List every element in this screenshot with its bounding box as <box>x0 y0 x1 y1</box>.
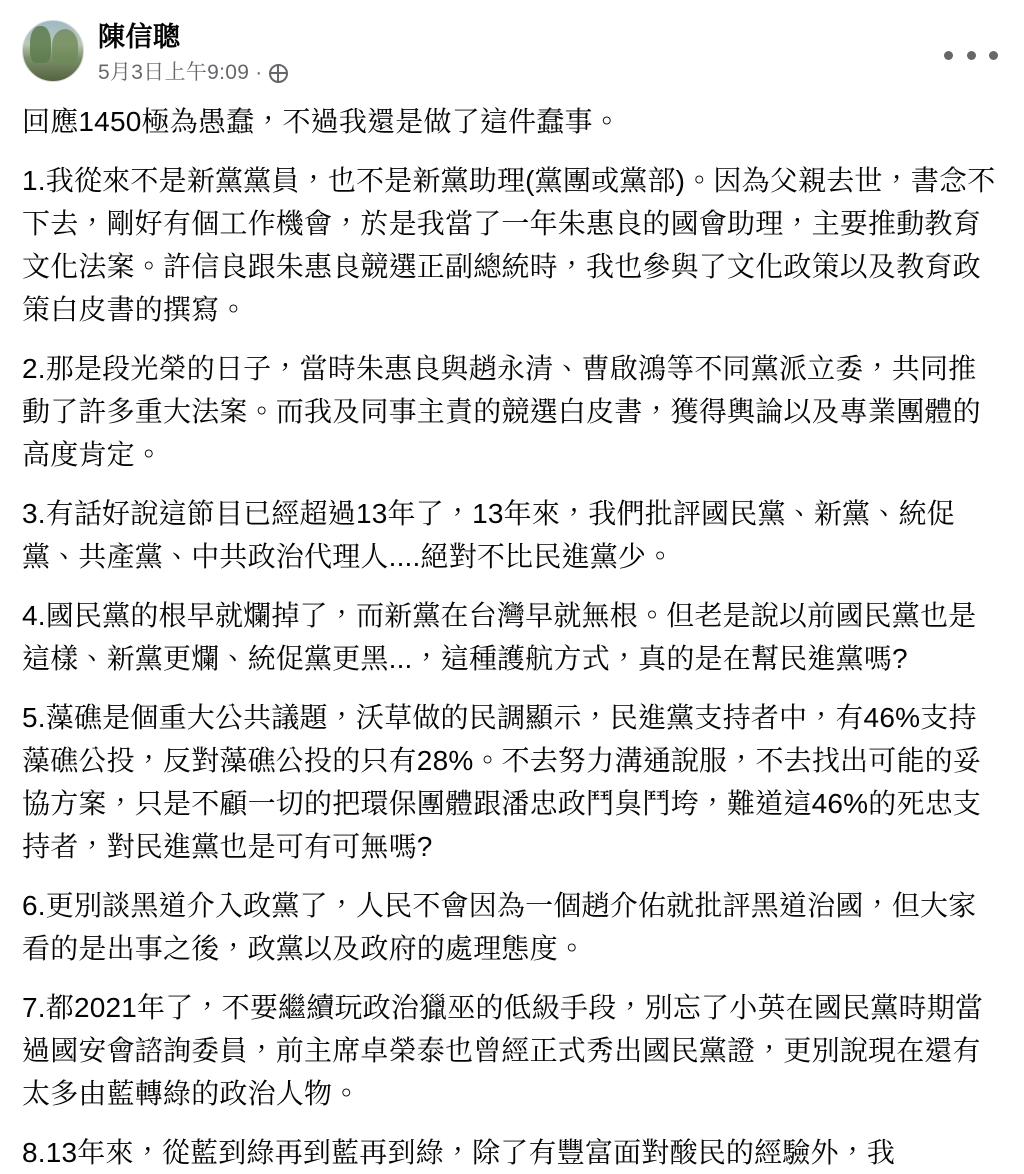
post-paragraph: 5.藻礁是個重大公共議題，沃草做的民調顯示，民進黨支持者中，有46%支持藻礁公投，反對藻礁公投的只有28%。不去努力溝通說服，不去找出可能的妥協方案，只是不顧一切的把環保團體跟潘忠政鬥臭鬥垮，難道這46%的死忠支持者，對民進黨也是可有可無嗎? <box>22 702 982 862</box>
post-meta <box>98 59 288 87</box>
more-dot-3 <box>989 51 998 60</box>
post-paragraph: 4.國民黨的根早就爛掉了，而新黨在台灣早就無根。但老是說以前國民黨也是這樣、新黨更爛、統促黨更黑...，這種護航方式，真的是在幫民進黨嗎? <box>22 600 977 674</box>
post-header-text <box>98 18 288 87</box>
more-dot-2 <box>967 51 976 60</box>
post-paragraph: 6.更別談黑道介入政黨了，人民不會因為一個趙介佑就批評黑道治國，但大家看的是出事之後，政黨以及政府的處理態度。 <box>22 890 977 964</box>
post-paragraph: 3.有話好說這節目已經超過13年了，13年來，我們批評國民黨、新黨、統促黨、共產黨、中共政治代理人....絕對不比民進黨少。 <box>22 498 955 572</box>
more-options-icon[interactable] <box>944 40 998 70</box>
more-dot-1 <box>944 51 953 60</box>
avatar[interactable] <box>22 20 84 82</box>
post-timestamp[interactable]: 5月3日上午9:09 <box>98 61 250 84</box>
post-author-name[interactable]: 陳信聰 <box>98 22 181 52</box>
post-header <box>22 18 1002 94</box>
post-paragraph: 7.都2021年了，不要繼續玩政治獵巫的低級手段，別忘了小英在國民黨時期當過國安會諮詢委員，前主席卓榮泰也曾經正式秀出國民黨證，更別說現在還有太多由藍轉綠的政治人物。 <box>22 992 984 1109</box>
post-paragraph: 8.13年來，從藍到綠再到藍再到綠，除了有豐富面對酸民的經驗外，我 <box>22 1137 896 1168</box>
post-body <box>22 100 1002 1174</box>
meta-separator: · <box>255 61 263 84</box>
post-paragraph: 2.那是段光榮的日子，當時朱惠良與趙永清、曹啟鴻等不同黨派立委，共同推動了許多重大法案。而我及同事主責的競選白皮書，獲得輿論以及專業團體的高度肯定。 <box>22 353 981 470</box>
post-paragraph: 回應1450極為愚蠢，不過我還是做了這件蠢事。 <box>22 106 621 137</box>
globe-icon[interactable] <box>269 64 288 83</box>
post-paragraph: 1.我從來不是新黨黨員，也不是新黨助理(黨團或黨部)。因為父親去世，書念不下去，剛好有個工作機會，於是我當了一年朱惠良的國會助理，主要推動教育文化法案。許信良跟朱惠良競選正副總統時，我也參與了文化政策以及教育政策白皮書的撰寫。 <box>22 165 996 325</box>
